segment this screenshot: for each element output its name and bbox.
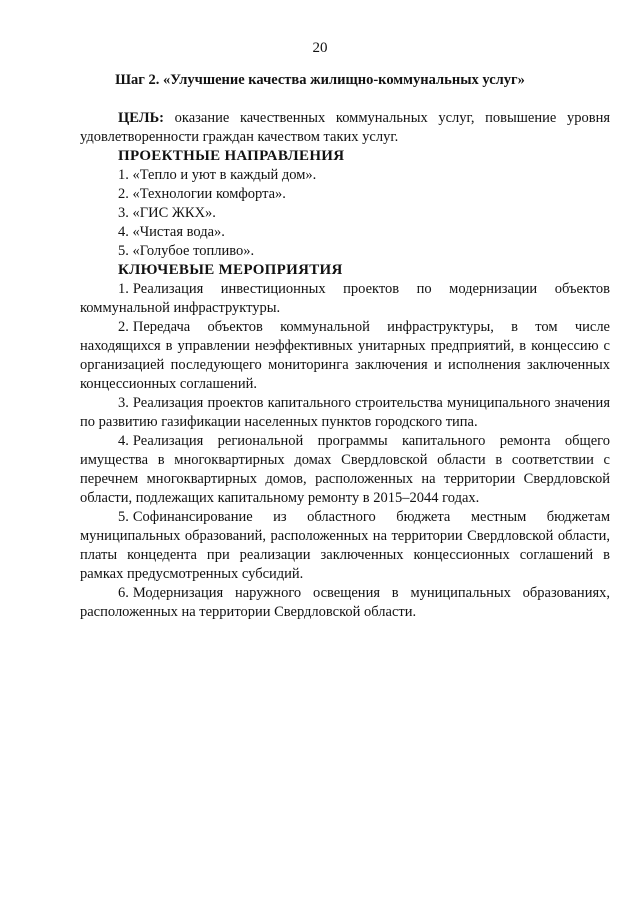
direction-item: 5. «Голубое топливо». (118, 243, 255, 259)
measure-number: 4. (118, 433, 129, 449)
measure-number: 6. (118, 585, 129, 601)
goal-text: оказание качественных коммунальных услуг, повышение уровня удовлетворенности граждан качеством таких услуг. (80, 110, 610, 145)
measure-item (80, 394, 610, 432)
measure-text: Софинансирование из областного бюджета местным бюджетам муниципальных образований, расположенных на территории Свердловской области, платы концедента при реализации заключенных концессионных соглашений в рамках предусмотренных субсидий. (80, 509, 610, 582)
directions-list (80, 166, 610, 261)
measures-list (80, 280, 610, 622)
direction-item: 2. «Технологии комфорта». (118, 186, 286, 202)
page-number: 20 (312, 40, 328, 56)
measure-text: Реализация проектов капитального строительства муниципального значения по развитию газификации населенных пунктов городского типа. (80, 395, 610, 430)
measure-number: 1. (118, 281, 129, 297)
measures-heading: КЛЮЧЕВЫЕ МЕРОПРИЯТИЯ (118, 262, 343, 278)
direction-item: 1. «Тепло и уют в каждый дом». (118, 167, 317, 183)
direction-item: 4. «Чистая вода». (118, 224, 225, 240)
direction-item: 3. «ГИС ЖКХ». (118, 205, 216, 221)
measure-number: 2. (118, 319, 129, 335)
goal-paragraph (80, 109, 610, 147)
goal-label: ЦЕЛЬ: (118, 110, 164, 126)
measure-item (80, 584, 610, 622)
measure-text: Реализация региональной программы капитального ремонта общего имущества в многоквартирных домах Свердловской области в соответствии с перечнем многоквартирных домов, расположенных на территории Свердловской области, подлежащих капитальному ремонту в 2015–2044 годах. (80, 433, 610, 506)
measure-text: Передача объектов коммунальной инфраструктуры, в том числе находящихся в управлении неэффективных унитарных предприятий, в концессию с организацией последующего мониторинга заключения и исполнения заключенных концессионных соглашений. (80, 319, 610, 392)
measure-item (80, 432, 610, 508)
step-title: Шаг 2. «Улучшение качества жилищно-коммунальных услуг» (115, 72, 525, 88)
measure-text: Реализация инвестиционных проектов по модернизации объектов коммунальной инфраструктуры. (80, 281, 610, 316)
measure-text: Модернизация наружного освещения в муниципальных образованиях, расположенных на территории Свердловской области. (80, 585, 610, 620)
measure-item (80, 280, 610, 318)
measure-number: 5. (118, 509, 129, 525)
directions-heading: ПРОЕКТНЫЕ НАПРАВЛЕНИЯ (118, 148, 345, 164)
document-body (80, 109, 610, 622)
measure-item (80, 508, 610, 584)
measure-number: 3. (118, 395, 129, 411)
measure-item (80, 318, 610, 394)
